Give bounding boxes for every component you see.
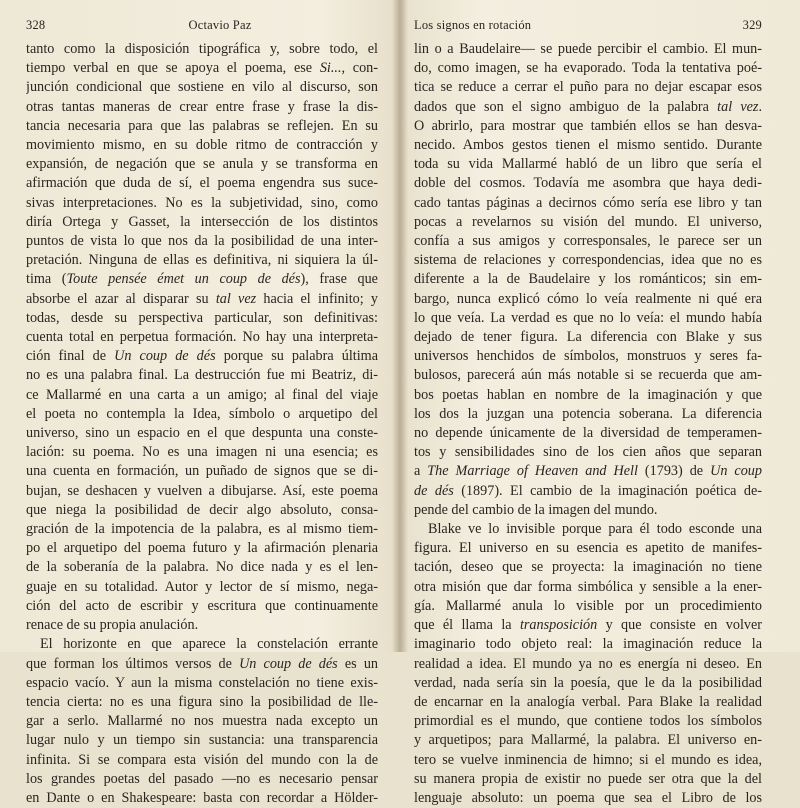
text-line: bargo, nunca explicó cómo lo veía realmente ni qué era <box>414 290 762 307</box>
text-line: gar a serlo. Mallarmé no nos muestra nada excepto un <box>26 713 378 730</box>
text-line: otra misión que dar forma simbólica y sensible a la ener- <box>414 578 762 595</box>
text-line: no es una palabra final. La destrucción fue mi Beatriz, di- <box>26 367 378 384</box>
text-line: los grandes poetas del pasado —no es necesario pensar <box>26 770 378 787</box>
text-line: tero se vuelve inminencia de himno; si el mundo es idea, <box>414 751 762 768</box>
text-line: bos poetas hablan en nombre de la imaginación y que <box>414 386 762 403</box>
text-line: universos henchidos de símbolos, monstruos y seres fa- <box>414 348 762 365</box>
text-line: diferente a la de Baudelaire y los románticos; sin em- <box>414 271 762 288</box>
text-line: sivas interpretaciones. No es la subjetividad, sino, como <box>26 194 378 211</box>
text-line: El horizonte en que aparece la constelación errante <box>40 636 378 653</box>
text-line: infinita. Si se compara esta visión del mundo con la de <box>26 751 378 768</box>
right-page-number: 329 <box>742 18 762 32</box>
text-line: una cuenta en formación, un puñado de signos que se di- <box>26 463 378 480</box>
text-line: guaje en su totalidad. Autor y lector de sí mismo, nega- <box>26 578 378 595</box>
text-line: todas, desde su perspectiva particular, son definitivas: <box>26 309 378 326</box>
text-line: junción condicional que sostiene en vilo al discurso, son <box>26 79 378 96</box>
text-line: cado tantas páginas a decirnos cómo sería ese libro y tan <box>414 194 762 211</box>
text-line: no depende únicamente de la diversidad de temperamen- <box>414 425 762 442</box>
text-line: de la soberanía de la palabra. No dice nada y es el len- <box>26 559 378 576</box>
text-line: pocas a revelarnos su visión del mundo. El universo, <box>414 213 762 230</box>
text-line: O abrirlo, para mostrar que también ellos se han desva- <box>414 117 762 134</box>
text-line: ción final de Un coup de dés porque su palabra última <box>26 348 378 365</box>
text-line: y arquetipos; para Mallarmé, la palabra. El universo en- <box>414 732 762 749</box>
text-line: otras tantas maneras de crear entre frase y frase la dis- <box>26 98 378 115</box>
text-line: realidad a idea. El mundo ya no es energía ni deseo. En <box>414 655 762 672</box>
text-line: puntos de vista lo que nos da la posibilidad de una inter- <box>26 233 378 250</box>
text-line: tiempo verbal en que se apoya el poema, ese Si..., con- <box>26 60 378 77</box>
text-line: tación, deseo que se proyecta: la imaginación no tiene <box>414 559 762 576</box>
text-line: su manera propia de existir no puede ser otra que la del <box>414 770 762 787</box>
text-line: bujan, se deshacen y vuelven a dibujarse. Así, este poema <box>26 482 378 499</box>
text-line: po el arquetipo del poema futuro y la afirmación plenaria <box>26 540 378 557</box>
text-line: de encarnar en la analogía verbal. Para Blake la realidad <box>414 693 762 710</box>
text-line: en Dante o en Shakespeare: basta con recordar a Hölder- <box>26 789 378 806</box>
text-line: lin o a Baudelaire— se puede percibir el cambio. El mun- <box>414 41 762 57</box>
text-line: verdad, nada sería sin la poesía, que le da la posibilidad <box>414 674 762 691</box>
text-line: que él llama la transposición y que consiste en volver <box>414 617 762 634</box>
text-line: primordial es el mundo, que contiene todos los símbolos <box>414 713 762 730</box>
text-line: tencia cierta: no es una figura sino la posibilidad de lle- <box>26 693 378 710</box>
text-line: dejado de tener figura. La diferencia con Blake y sus <box>414 329 762 346</box>
text-line: imaginario todo objeto real: la imaginación reduce la <box>414 636 762 653</box>
text-line: gía. Mallarmé anula lo visible por un procedimiento <box>414 597 762 614</box>
text-line: necido. Ambos gestos tienen el mismo sentido. Durante <box>414 137 762 154</box>
text-line: tos y sensibilidades sino de los cien años que separan <box>414 444 762 461</box>
text-line: expansión, de negación que se anula y se transforma en <box>26 156 378 173</box>
text-line: a The Marriage of Heaven and Hell (1793) de Un coup <box>414 463 762 480</box>
text-line: confía a sus amigos y corresponsales, le parece ser un <box>414 233 762 250</box>
left-running-head <box>26 18 378 34</box>
text-line: lo que veía. La verdad es que no lo veía: el mundo había <box>414 309 762 326</box>
right-body-text <box>414 40 762 808</box>
text-line: pretación. Ninguna de ellas es definitiva, ni siquiera la úl- <box>26 252 378 269</box>
text-line: Blake ve lo invisible porque para él todo esconde una <box>428 521 762 538</box>
text-line: movimiento mismo, en su doble ritmo de contracción y <box>26 137 378 154</box>
text-line: el poeta no contempla la Idea, símbolo o arquetipo del <box>26 405 378 422</box>
text-line: toda su vida Mallarmé habló de un libro que sería el <box>414 156 762 173</box>
text-line: lugar nulo y un tiempo sin sustancia: una transparencia <box>26 732 378 749</box>
right-page <box>400 0 800 806</box>
text-line: renace de su propia anulación. <box>26 617 199 634</box>
text-line: lación: su poema. No es una imagen ni una esencia; es <box>26 444 378 461</box>
left-page <box>0 0 400 806</box>
text-line: tancia necesaria para que las palabras se reflejen. En su <box>26 117 378 134</box>
text-line: pende del cambio de la imagen del mundo. <box>414 501 658 518</box>
text-line: bulosos, parecerá aún más notable si se recuerda que am- <box>414 367 762 384</box>
text-line: tica se reduce a cerrar el puño para no dejar escapar esos <box>414 79 762 96</box>
text-line: que forman los últimos versos de Un coup de dés es un <box>26 655 378 672</box>
text-line: diría Ortega y Gasset, la intersección de los distintos <box>26 213 378 230</box>
text-line: absorbe el azar al disparar su tal vez hacia el infinito; y <box>26 290 378 307</box>
text-line: espacio vacío. Y aun la misma constelación no tiene exis- <box>26 674 378 691</box>
text-line: los dos la juzgan una potencia soberana. La diferencia <box>414 405 762 422</box>
left-page-number: 328 <box>26 18 46 32</box>
text-line: que niega la posibilidad de decir algo absoluto, consa- <box>26 501 378 518</box>
text-line: lenguaje absoluto: un poema que sea el Libro de los <box>414 789 762 806</box>
text-line: do, como imagen, se ha evaporado. Toda la tentativa poé- <box>414 60 762 77</box>
text-line: figura. El universo en su esencia es apetito de manifes- <box>414 540 762 557</box>
text-line: cuenta total en perpetua formación. No hay una interpreta- <box>26 329 378 346</box>
text-line: sistema de relaciones y correspondencias, idea que no es <box>414 252 762 269</box>
right-running-title: Los signos en rotación <box>414 18 532 32</box>
text-line: ción del acto de escribir y escritura que continuamente <box>26 597 378 614</box>
left-running-title: Octavio Paz <box>188 18 252 32</box>
text-line: gración de la impotencia de la palabra, es al mismo tiem- <box>26 521 378 538</box>
text-line: tima (Toute pensée émet un coup de dés), frase que <box>26 271 378 288</box>
text-line: doble del cosmos. Todavía me asombra que haya dedi- <box>414 175 762 192</box>
text-line: universo, sino un espacio en el que despunta una conste- <box>26 425 378 442</box>
left-body-text <box>26 40 378 808</box>
text-line: de dés (1897). El cambio de la imaginación poética de- <box>414 482 762 499</box>
text-line: afirmación que duda de sí, el poema engendra sus suce- <box>26 175 378 192</box>
text-line: ce Mallarmé en una carta a un amigo; al final del viaje <box>26 386 378 403</box>
text-line: tanto como la disposición tipográfica y, sobre todo, el <box>26 41 378 57</box>
text-line: dados que son el signo ambiguo de la palabra tal vez. <box>414 98 762 115</box>
right-running-head <box>414 18 762 34</box>
